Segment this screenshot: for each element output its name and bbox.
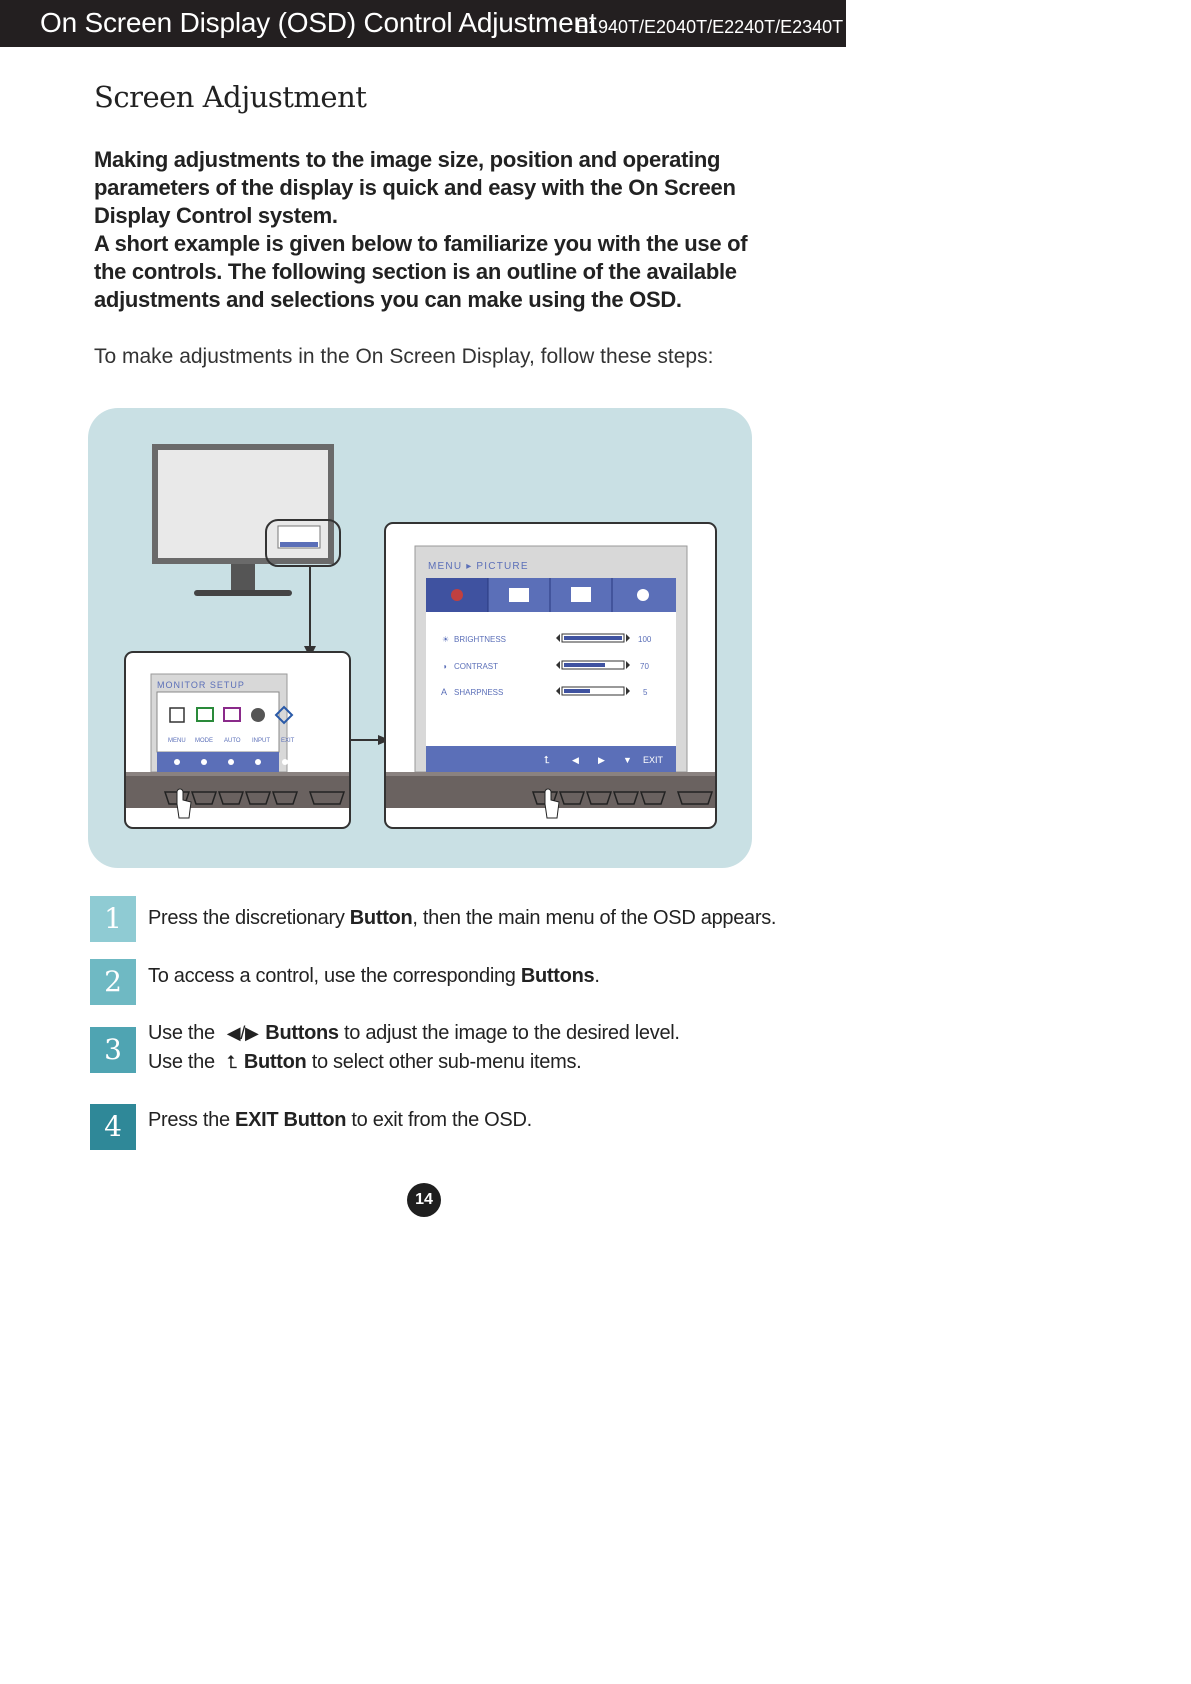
setting-value-brightness: 100 [638,635,652,644]
step-number-4: 4 [90,1104,136,1150]
svg-text:☀: ☀ [442,635,450,644]
step-number-2: 2 [90,959,136,1005]
step-4-text: Press the EXIT Button to exit from the OSD. [148,1109,532,1131]
svg-text:◑: ◑ [442,662,447,671]
step-1-text: Press the discretionary Button, then the main menu of the OSD appears. [148,907,777,929]
step-3-line-2: Use the ⮤ Button to select other sub-menu items. [148,1048,581,1077]
step-2-text: To access a control, use the corresponding Buttons. [148,965,600,987]
svg-text:▶: ▶ [598,755,605,765]
step-3-line-1: Use the ◀/▶ Buttons to adjust the image to the desired level. [148,1019,680,1048]
page-number: 14 [407,1183,441,1217]
intro-text [94,146,774,314]
setup-label-menu: MENU [168,738,186,744]
svg-text:A: A [441,687,448,697]
slider-fill-sharpness [564,689,590,693]
monitor-drawing [152,444,340,658]
slider-fill-brightness [564,636,622,640]
step-number-3: 3 [90,1027,136,1073]
picture-menu-panel [385,523,716,828]
slider-fill-contrast [564,663,605,667]
setup-label-mode: MODE [195,738,213,744]
osd-exit-label: EXIT [643,755,664,765]
setting-label-contrast: CONTRAST [454,662,498,671]
model-numbers: E1940T/E2040T/E2240T/E2340T [576,17,844,37]
setup-label-auto: AUTO [224,738,241,744]
step-number-1: 1 [90,896,136,942]
intro-paragraph-1: Making adjustments to the image size, position and operating parameters of the display is quick and easy with the On Screen Display Control system. [94,147,736,228]
setting-value-sharpness: 5 [643,688,648,697]
page-header-title: On Screen Display (OSD) Control Adjustment [40,7,597,38]
setting-label-brightness: BRIGHTNESS [454,635,507,644]
osd-illustration-drawing [88,408,752,868]
svg-text:▼: ▼ [623,755,632,765]
osd-illustration [88,408,752,868]
setting-label-sharpness: SHARPNESS [454,688,504,697]
setup-label-input: INPUT [252,738,270,744]
intro-paragraph-2: A short example is given below to familiarize you with the use of the controls. The following section is an outline of the available adjustments and selections you can make using the OSD. [94,231,748,312]
section-title: Screen Adjustment [94,80,367,114]
menu-breadcrumb: MENU ▸ PICTURE [428,561,529,572]
select-arrow-icon: ⮤ [222,1052,242,1072]
left-right-arrows-icon: ◀/▶ [222,1023,264,1043]
setting-value-contrast: 70 [640,662,649,671]
monitor-setup-panel [125,652,350,828]
steps-lead-text: To make adjustments in the On Screen Display, follow these steps: [94,345,714,368]
monitor-setup-title: MONITOR SETUP [157,680,245,690]
svg-text:⮤: ⮤ [544,755,550,766]
setup-label-exit: EXIT [281,738,295,744]
header-bar [0,0,846,47]
svg-text:◀: ◀ [572,755,579,765]
